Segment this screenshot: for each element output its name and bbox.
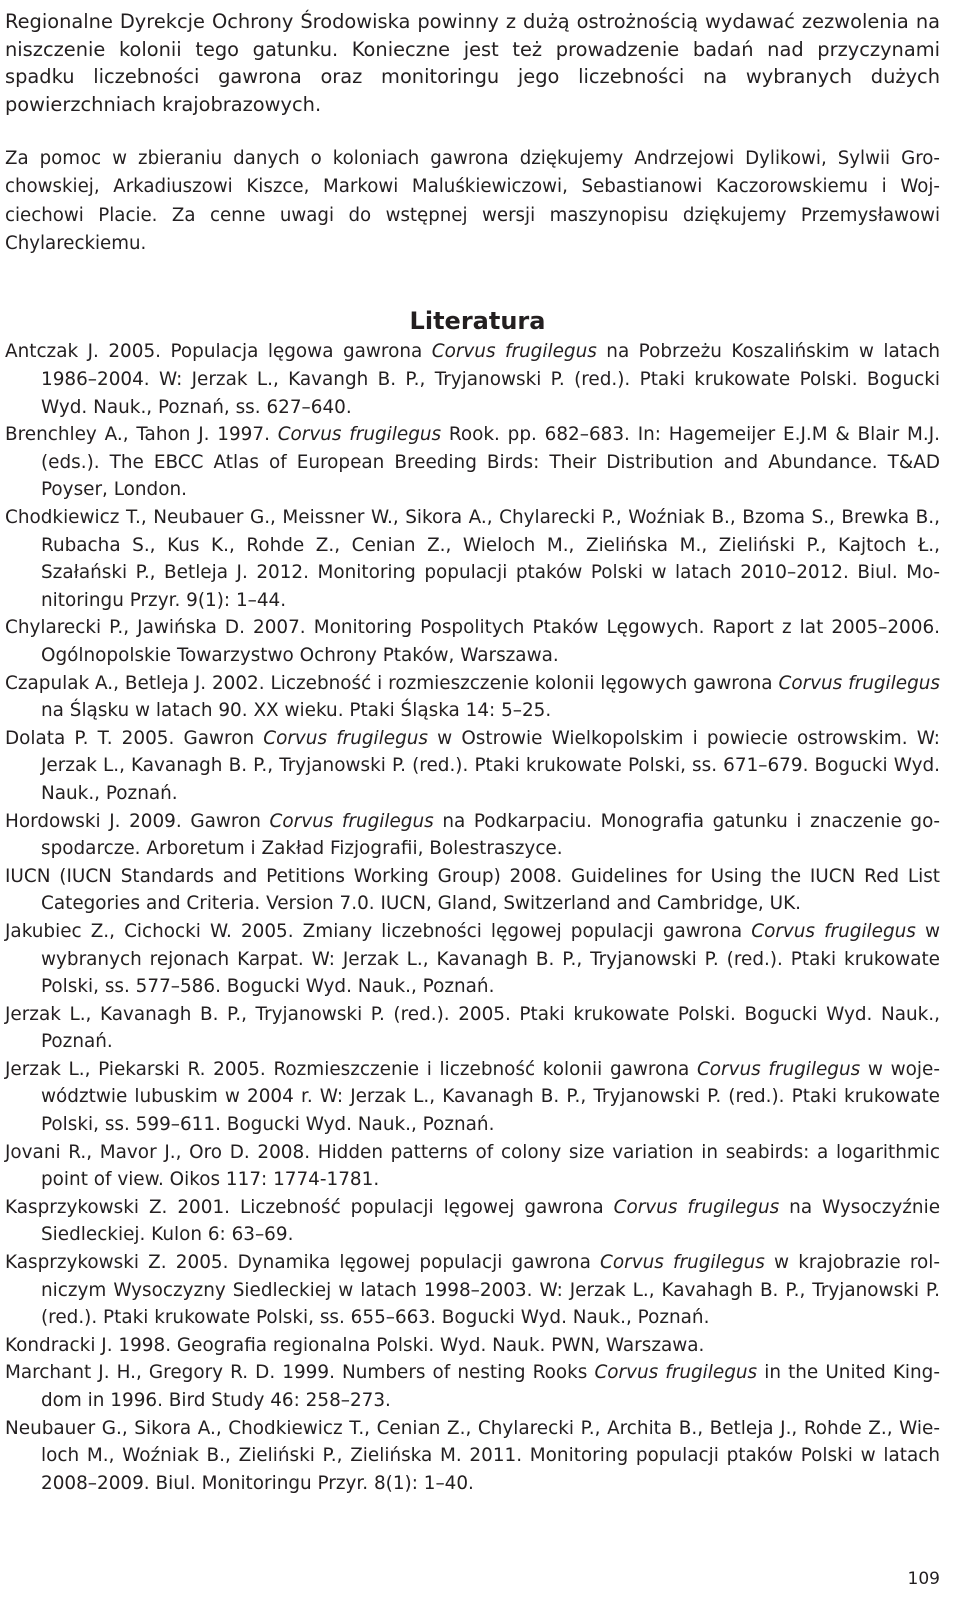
reference-item	[5, 504, 940, 614]
reference-item	[5, 1001, 940, 1056]
reference-text: na Pobrzeżu Koszalińskim w latach 1986–2004. W: Jerzak L., Kavangh B. P., Tryjanowski P. (red.). Ptaki krukowate Polski. Bogucki Wyd. Nauk., Poznań, ss. 627–640.	[41, 341, 940, 418]
reference-text: Marchant J. H., Gregory R. D. 1999. Numbers of nesting Rooks	[5, 1362, 595, 1384]
reference-item	[5, 918, 940, 1001]
reference-text: Jovani R., Mavor J., Oro D. 2008. Hidden patterns of colony size variation in seabirds: a logarithmic point of view. Oikos 117: 1774-1781.	[5, 1141, 940, 1191]
reference-text: Antczak J. 2005. Populacja lęgowa gawrona	[5, 341, 432, 363]
reference-text: Jakubiec Z., Cichocki W. 2005. Zmiany liczebności lęgowej populacji gawrona	[5, 920, 752, 942]
species-name: Corvus frugilegus	[277, 424, 442, 446]
reference-text: Brenchley A., Tahon J. 1997.	[5, 424, 278, 446]
species-name: Corvus frugilegus	[600, 1252, 765, 1274]
reference-text: w Ostrowie Wielkopolskim i powiecie ostrowskim. W: Jerzak L., Kavanagh B. P., Tryjanowski P. (red.). Ptaki krukowate Polski, ss. 671–679. Bogucki Wyd. Nauk., Poznań.	[41, 727, 940, 804]
acknowledgements-paragraph: Za pomoc w zbieraniu danych o koloniach gawrona dziękujemy Andrzejowi Dylikowi, Sylwii Grochowskiej, Arkadiuszowi Kiszce, Markowi Maluśkiewiczowi, Sebastianowi Kaczorowskiemu i Wojciechowi Placie. Za cenne uwagi do wstępnej wersji maszynopisu dziękujemy Przemysławowi Chylareckiemu.	[5, 147, 940, 255]
reference-item	[5, 421, 940, 504]
page-number: 109	[907, 1569, 940, 1589]
reference-item	[5, 1139, 940, 1194]
reference-text: Rook. pp. 682–683. In: Hagemeijer E.J.M & Blair M.J. (eds.). The EBCC Atlas of European Breeding Birds: Their Distribution and Abundance. T&AD Poyser, London.	[41, 424, 940, 501]
reference-item	[5, 1415, 940, 1498]
reference-item	[5, 1359, 940, 1414]
reference-text: na Wysoczyźnie Siedleckiej. Kulon 6: 63–69.	[41, 1196, 941, 1246]
reference-text: in the United Kingdom in 1996. Bird Study 46: 258–273.	[41, 1362, 940, 1411]
species-name: Corvus frugilegus	[613, 1196, 780, 1218]
reference-item	[5, 670, 940, 725]
species-name: Corvus frugilegus	[594, 1362, 758, 1384]
body-paragraph: Regionalne Dyrekcje Ochrony Środowiska powinny z dużą ostrożnością wydawać zezwolenia na niszczenie kolonii tego gatunku. Konieczne jest też prowadzenie badań nad przyczynami spadku liczebności gawrona oraz monitoringu jego liczebności na wybranych dużych powierzchniach krajobrazowych.	[5, 10, 940, 117]
species-name: Corvus frugilegus	[269, 810, 434, 832]
reference-item	[5, 1332, 940, 1360]
reference-item	[5, 614, 940, 669]
species-name: Corvus frugilegus	[778, 672, 940, 694]
page	[5, 0, 940, 1497]
reference-item	[5, 1194, 940, 1249]
reference-list	[5, 338, 940, 1497]
reference-text: Jerzak L., Piekarski R. 2005. Rozmieszczenie i liczebność kolonii gawrona	[5, 1058, 697, 1080]
species-name: Corvus frugilegus	[751, 920, 916, 942]
reference-text: Hordowski J. 2009. Gawron	[5, 810, 270, 832]
reference-item	[5, 808, 940, 863]
reference-text: Kasprzykowski Z. 2001. Liczebność populacji lęgowej gawrona	[5, 1196, 614, 1218]
reference-item	[5, 1249, 940, 1332]
reference-text: Kasprzykowski Z. 2005. Dynamika lęgowej populacji gawrona	[5, 1252, 601, 1274]
reference-text: Neubauer G., Sikora A., Chodkiewicz T., Cenian Z., Chylarecki P., Archita B., Betleja J., Rohde Z., Wieloch M., Woźniak B., Zieliński P., Zielińska M. 2011. Monitoring populacji ptaków Polski w latach 2008–2009. Biul. Monitoringu Przyr. 8(1): 1–40.	[5, 1417, 940, 1494]
reference-item	[5, 338, 940, 421]
species-name: Corvus frugilegus	[263, 727, 428, 749]
reference-text: Czapulak A., Betleja J. 2002. Liczebność i rozmieszczenie kolonii lęgowych gawrona	[5, 672, 779, 694]
reference-item	[5, 1056, 940, 1139]
reference-text: w wybranych rejonach Karpat. W: Jerzak L., Kavanagh B. P., Tryjanowski P. (red.). Ptaki krukowate Polski, ss. 577–586. Bogucki Wyd. Nauk., Poznań.	[41, 920, 940, 998]
reference-text: Jerzak L., Kavanagh B. P., Tryjanowski P. (red.). 2005. Ptaki krukowate Polski. Bogucki Wyd. Nauk., Poznań.	[5, 1003, 940, 1053]
species-name: Corvus frugilegus	[696, 1058, 861, 1080]
reference-text: w krajobrazie rolniczym Wysoczyzny Siedleckiej w latach 1998–2003. W: Jerzak L., Kavahagh B. P., Tryjanowski P. (red.). Ptaki krukowate Polski, ss. 655–663. Bogucki Wyd. Nauk., Poznań.	[41, 1252, 940, 1329]
reference-text: Dolata P. T. 2005. Gawron	[5, 727, 264, 749]
reference-text: w województwie lubuskim w 2004 r. W: Jerzak L., Kavanagh B. P., Tryjanowski P. (red.). Ptaki krukowate Polski, ss. 599–611. Bogucki Wyd. Nauk., Poznań.	[41, 1058, 941, 1136]
reference-text: Kondracki J. 1998. Geografia regionalna Polski. Wyd. Nauk. PWN, Warszawa.	[5, 1334, 705, 1356]
reference-item	[5, 863, 940, 918]
reference-text: na Śląsku w latach 90. XX wieku. Ptaki Śląska 14: 5–25.	[41, 700, 552, 722]
reference-text: IUCN (IUCN Standards and Petitions Working Group) 2008. Guidelines for Using the IUCN Red List Categories and Criteria. Version 7.0. IUCN, Gland, Switzerland and Cambridge, UK.	[5, 865, 940, 915]
reference-text: na Podkarpaciu. Monografia gatunku i znaczenie gospodarcze. Arboretum i Zakład Fizjografii, Bolestraszyce.	[41, 810, 940, 860]
reference-item	[5, 725, 940, 808]
reference-text: Chodkiewicz T., Neubauer G., Meissner W., Sikora A., Chylarecki P., Woźniak B., Bzoma S., Brewka B., Rubacha S., Kus K., Rohde Z., Cenian Z., Wieloch M., Zielińska M., Zieliński P., Kajtoch Ł., Szałański P., Betleja J. 2012. Monitoring populacji ptaków Polski w latach 2010–2012. Biul. Monitoringu Przyr. 9(1): 1–44.	[5, 507, 940, 611]
species-name: Corvus frugilegus	[431, 341, 597, 363]
section-heading: Literatura	[409, 307, 546, 336]
reference-text: Chylarecki P., Jawińska D. 2007. Monitoring Pospolitych Ptaków Lęgowych. Raport z lat 2005–2006. Ogólnopolskie Towarzystwo Ochrony Ptaków, Warszawa.	[5, 617, 940, 666]
